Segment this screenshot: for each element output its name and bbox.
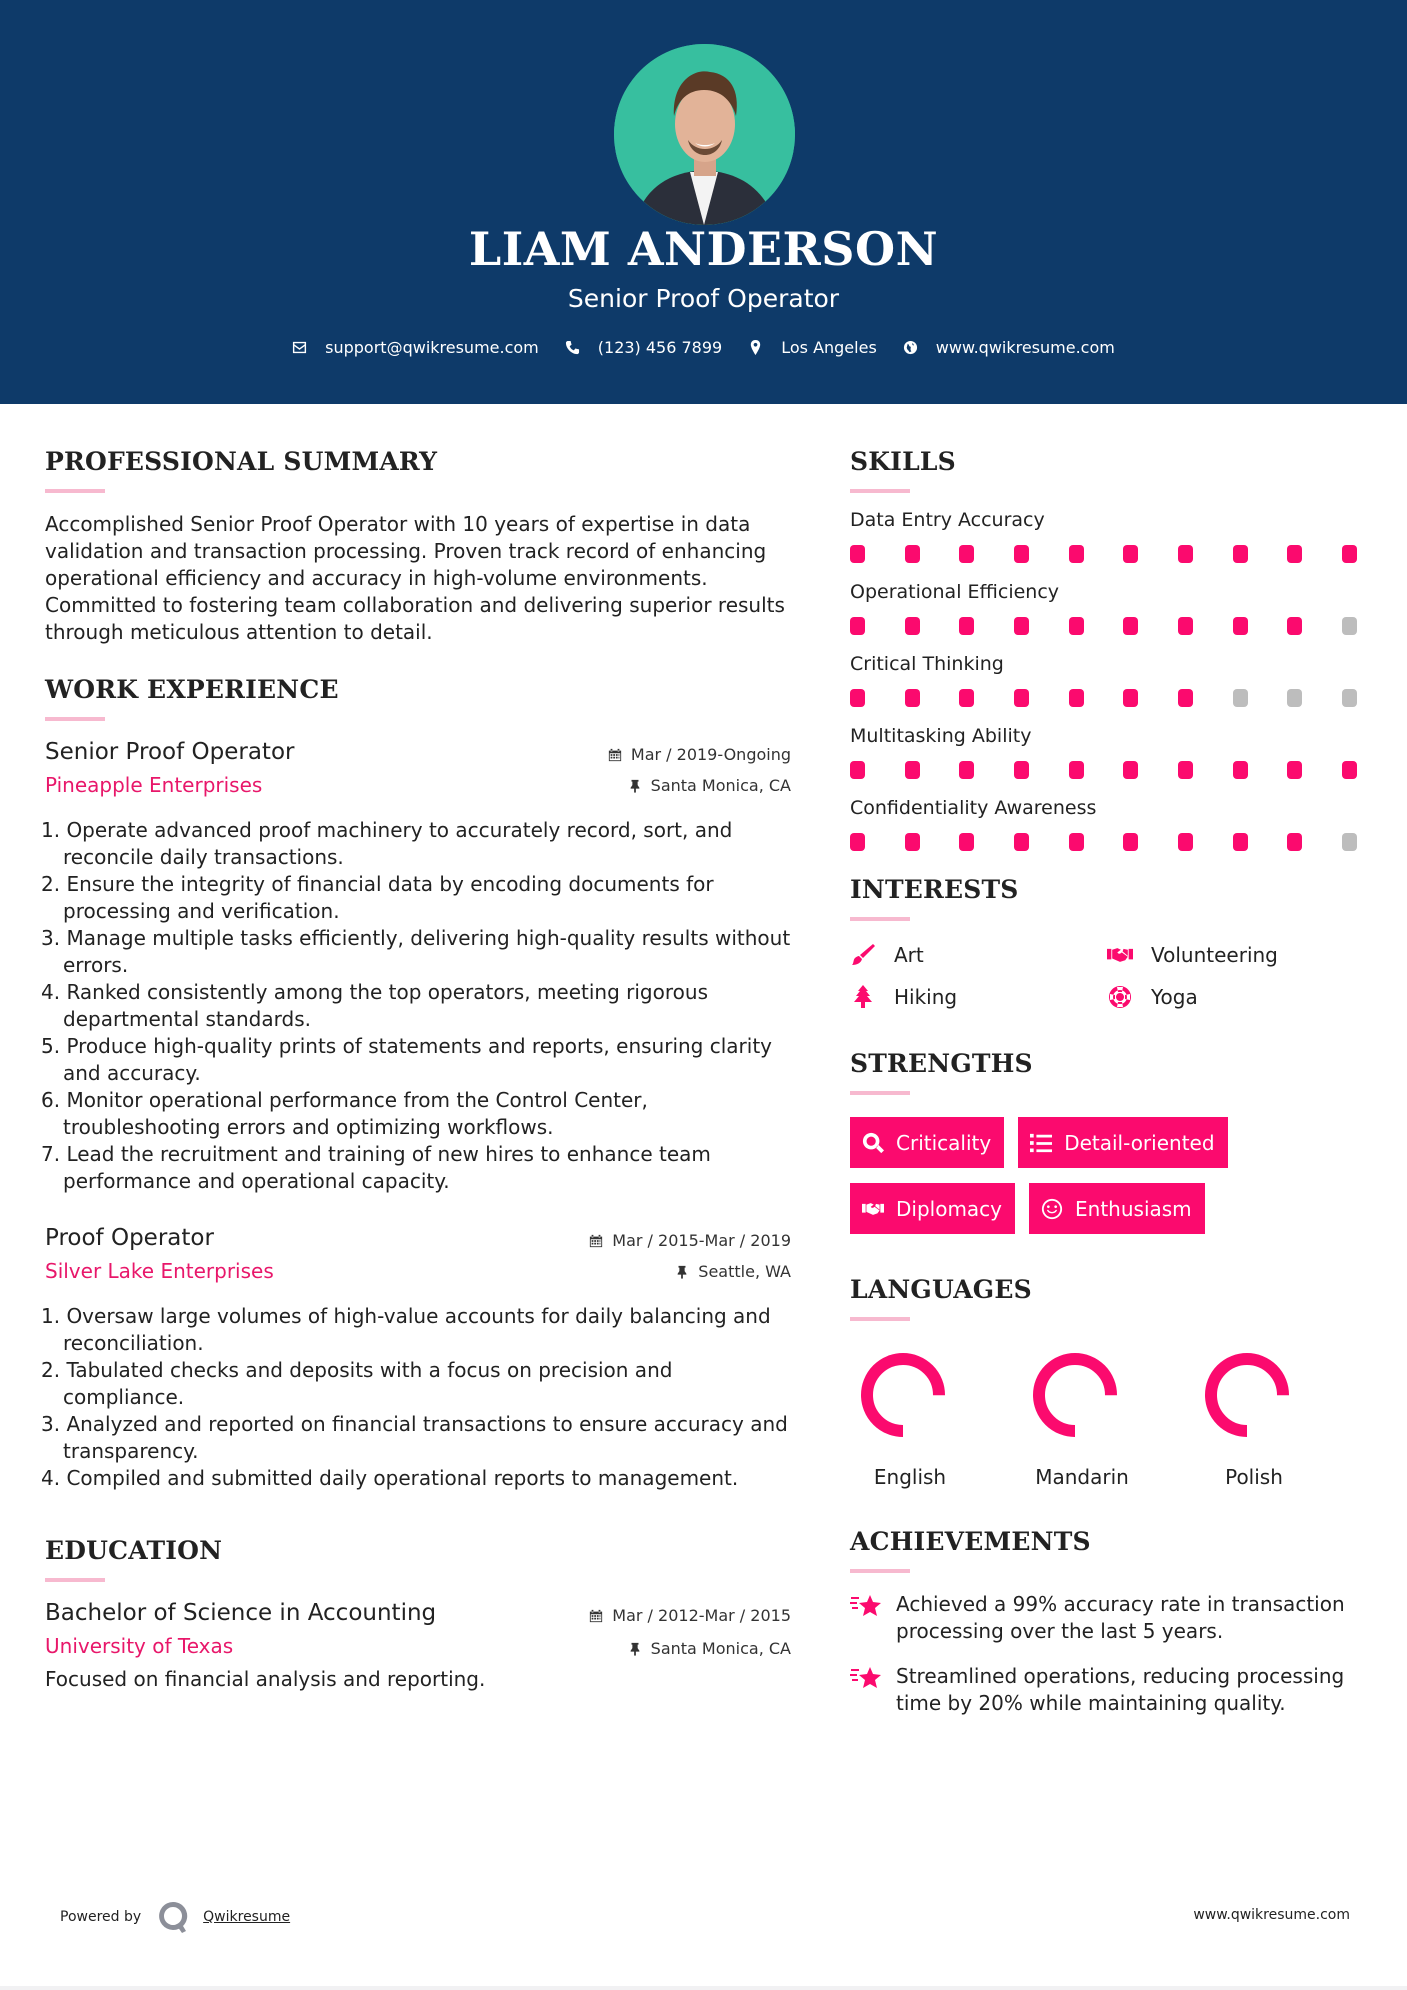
bottom-strip xyxy=(0,1986,1407,1990)
job-dates-text: Mar / 2015-Mar / 2019 xyxy=(612,1231,791,1250)
skill-name: Operational Efficiency xyxy=(850,581,1060,603)
paint-brush-icon xyxy=(850,943,876,967)
interests-section xyxy=(850,875,1370,1009)
email-text: support@qwikresume.com xyxy=(325,338,539,357)
interest-label: Hiking xyxy=(894,985,958,1009)
section-title: STRENGTHS xyxy=(850,1049,1033,1078)
rating-dot-filled xyxy=(959,761,974,779)
interest-yoga xyxy=(1107,985,1357,1009)
left-column xyxy=(41,404,791,1693)
section-underline xyxy=(45,489,105,493)
job-header xyxy=(45,739,791,797)
skill-rating xyxy=(850,689,1357,707)
list-item: 2. Ensure the integrity of financial data by encoding documents for processing and verification. xyxy=(41,872,714,923)
language-item xyxy=(850,1349,1022,1489)
contact-website[interactable] xyxy=(903,338,1115,357)
rating-dot-filled xyxy=(1342,761,1357,779)
list-item: 5. Produce high-quality prints of statements and reports, ensuring clarity and accuracy. xyxy=(41,1034,772,1085)
degree: Bachelor of Science in Accounting xyxy=(45,1600,437,1626)
language-progress-ring-icon xyxy=(1029,1349,1121,1441)
rating-dot-filled xyxy=(1233,545,1248,563)
section-title: PROFESSIONAL SUMMARY xyxy=(45,447,438,476)
summary-text: Accomplished Senior Proof Operator with 10 years of expertise in data validation and transaction processing. Proven track record of enhancing operational efficiency and accuracy in high-volume environments. Committed to fostering team collaboration and delivering superior results through meticulous attention to detail. xyxy=(45,512,785,644)
rating-dot-empty xyxy=(1233,689,1248,707)
skill-item xyxy=(850,797,1370,851)
powered-by-text: Powered by xyxy=(60,1909,142,1925)
job-location-text: Santa Monica, CA xyxy=(650,776,791,795)
achievement-text: Achieved a 99% accuracy rate in transaction processing over the last 5 years. xyxy=(896,1592,1345,1643)
job-title: Senior Proof Operator xyxy=(45,739,295,765)
rating-dot-filled xyxy=(1123,545,1138,563)
school: University of Texas xyxy=(45,1634,234,1658)
job-bullets xyxy=(41,1303,791,1492)
list-item: 1. Operate advanced proof machinery to accurately record, sort, and reconcile daily transactions. xyxy=(41,818,733,869)
header xyxy=(0,0,1407,404)
education-dates-text: Mar / 2012-Mar / 2015 xyxy=(612,1606,791,1625)
rating-dot-filled xyxy=(905,545,920,563)
job-dates xyxy=(589,1231,791,1250)
rating-dot-filled xyxy=(1123,689,1138,707)
skill-rating xyxy=(850,761,1357,779)
candidate-title: Senior Proof Operator xyxy=(567,284,840,313)
rating-dot-filled xyxy=(905,617,920,635)
section-underline xyxy=(850,1317,910,1321)
list-item: 2. Tabulated checks and deposits with a focus on precision and compliance. xyxy=(41,1358,673,1409)
achievements-section xyxy=(850,1527,1370,1717)
rating-dot-filled xyxy=(1069,545,1084,563)
rating-dot-filled xyxy=(1178,617,1193,635)
languages-list xyxy=(850,1349,1370,1489)
section-title: WORK EXPERIENCE xyxy=(45,675,339,704)
rating-dot-filled xyxy=(1123,833,1138,851)
rating-dot-empty xyxy=(1342,617,1357,635)
search-icon xyxy=(862,1132,884,1154)
rating-dot-filled xyxy=(959,545,974,563)
language-name: Mandarin xyxy=(1035,1465,1129,1489)
pushpin-icon xyxy=(675,1265,689,1279)
rating-dot-filled xyxy=(1069,617,1084,635)
strength-chip xyxy=(1029,1183,1205,1234)
rating-dot-filled xyxy=(1014,761,1029,779)
strength-chip xyxy=(1018,1117,1227,1168)
interest-volunteering xyxy=(1107,943,1357,967)
list-item: 3. Manage multiple tasks efficiently, delivering high-quality results without errors. xyxy=(41,926,791,977)
list-item: 3. Analyzed and reported on financial transactions to ensure accuracy and transparency. xyxy=(41,1412,788,1463)
rating-dot-filled xyxy=(1014,689,1029,707)
phone-text: (123) 456 7899 xyxy=(597,338,723,357)
handshake-icon xyxy=(1107,943,1133,967)
strength-label: Criticality xyxy=(896,1130,992,1155)
rating-dot-empty xyxy=(1342,689,1357,707)
globe-icon xyxy=(903,340,918,355)
avatar xyxy=(614,44,795,225)
pushpin-icon xyxy=(628,1642,642,1656)
interest-art xyxy=(850,943,1107,967)
contact-phone[interactable] xyxy=(565,338,722,357)
shooting-star-icon xyxy=(850,1663,884,1693)
section-title: EDUCATION xyxy=(45,1536,223,1565)
rating-dot-filled xyxy=(850,833,865,851)
skill-item xyxy=(850,581,1370,635)
strength-label: Diplomacy xyxy=(896,1196,1003,1221)
rating-dot-filled xyxy=(1233,833,1248,851)
achievement-item xyxy=(850,1663,1370,1717)
calendar-icon xyxy=(608,748,622,762)
rating-dot-filled xyxy=(1233,617,1248,635)
achievement-item xyxy=(850,1591,1370,1645)
candidate-name: LIAM ANDERSON xyxy=(468,222,939,276)
experience-section xyxy=(41,675,791,1492)
job-location-text: Seattle, WA xyxy=(698,1262,791,1281)
skill-rating xyxy=(850,833,1357,851)
contact-bar xyxy=(0,338,1407,357)
rating-dot-filled xyxy=(850,689,865,707)
job-dates-text: Mar / 2019-Ongoing xyxy=(630,745,791,764)
skill-rating xyxy=(850,545,1357,563)
contact-location xyxy=(748,338,877,357)
interest-hiking xyxy=(850,985,1107,1009)
rating-dot-filled xyxy=(1178,545,1193,563)
section-underline xyxy=(45,717,105,721)
job-location xyxy=(608,776,791,795)
footer-website[interactable]: www.qwikresume.com xyxy=(1193,1907,1350,1923)
website-text: www.qwikresume.com xyxy=(935,338,1115,357)
interest-label: Yoga xyxy=(1151,985,1198,1009)
skills-list xyxy=(850,509,1370,851)
skill-item xyxy=(850,725,1370,779)
map-marker-icon xyxy=(748,340,763,355)
strength-chip xyxy=(850,1117,1004,1168)
list-item: 4. Compiled and submitted daily operational reports to management. xyxy=(41,1466,739,1490)
education-location xyxy=(589,1639,791,1658)
rating-dot-filled xyxy=(959,617,974,635)
rating-dot-filled xyxy=(959,689,974,707)
strength-label: Enthusiasm xyxy=(1075,1196,1192,1221)
rating-dot-filled xyxy=(1233,761,1248,779)
job-bullets xyxy=(41,817,791,1195)
skill-name: Confidentiality Awareness xyxy=(850,797,1097,819)
language-name: Polish xyxy=(1225,1465,1283,1489)
location-text: Los Angeles xyxy=(781,338,877,357)
rating-dot-filled xyxy=(1287,833,1302,851)
job-entry xyxy=(41,739,791,1195)
rating-dot-filled xyxy=(1014,833,1029,851)
rating-dot-filled xyxy=(1014,545,1029,563)
rating-dot-filled xyxy=(905,689,920,707)
job-entry xyxy=(41,1225,791,1492)
rating-dot-filled xyxy=(1123,761,1138,779)
strengths-section xyxy=(850,1049,1370,1249)
language-item xyxy=(1194,1349,1366,1489)
section-title: ACHIEVEMENTS xyxy=(850,1527,1091,1556)
calendar-icon xyxy=(589,1234,603,1248)
education-section xyxy=(45,1536,791,1693)
rating-dot-filled xyxy=(850,761,865,779)
section-title: INTERESTS xyxy=(850,875,1019,904)
skills-section xyxy=(850,447,1370,851)
skill-name: Multitasking Ability xyxy=(850,725,1032,747)
skill-name: Data Entry Accuracy xyxy=(850,509,1045,531)
profile-photo-icon xyxy=(614,44,795,225)
list-item: 4. Ranked consistently among the top operators, meeting rigorous departmental standards. xyxy=(41,980,708,1031)
smile-icon xyxy=(1041,1198,1063,1220)
education-location-text: Santa Monica, CA xyxy=(650,1639,791,1658)
section-title: SKILLS xyxy=(850,447,956,476)
calendar-icon xyxy=(589,1609,603,1623)
rating-dot-filled xyxy=(1069,833,1084,851)
job-header xyxy=(45,1225,791,1283)
pushpin-icon xyxy=(628,779,642,793)
language-item xyxy=(1022,1349,1194,1489)
rating-dot-filled xyxy=(1287,617,1302,635)
strength-label: Detail-oriented xyxy=(1064,1130,1215,1155)
envelope-icon xyxy=(292,340,307,355)
section-underline xyxy=(850,917,910,921)
rating-dot-filled xyxy=(905,761,920,779)
phone-icon xyxy=(565,340,580,355)
skill-rating xyxy=(850,617,1357,635)
section-underline xyxy=(45,1578,105,1582)
education-description: Focused on financial analysis and reporting. xyxy=(45,1667,486,1691)
rating-dot-filled xyxy=(1342,545,1357,563)
rating-dot-empty xyxy=(1342,833,1357,851)
job-dates xyxy=(608,745,791,764)
languages-section xyxy=(850,1275,1370,1489)
contact-email[interactable] xyxy=(292,338,539,357)
shooting-star-icon xyxy=(850,1591,884,1621)
right-column xyxy=(850,404,1370,1717)
rating-dot-filled xyxy=(850,545,865,563)
education-dates xyxy=(589,1606,791,1625)
rating-dot-filled xyxy=(850,617,865,635)
rating-dot-filled xyxy=(1287,761,1302,779)
strengths-list xyxy=(850,1117,1370,1249)
rating-dot-filled xyxy=(1178,689,1193,707)
list-item: 7. Lead the recruitment and training of new hires to enhance team performance and operational capacity. xyxy=(41,1142,711,1193)
skill-item xyxy=(850,653,1370,707)
rating-dot-filled xyxy=(1069,761,1084,779)
rating-dot-empty xyxy=(1287,689,1302,707)
skill-item xyxy=(850,509,1370,563)
tree-icon xyxy=(850,985,876,1009)
language-progress-ring-icon xyxy=(857,1349,949,1441)
section-underline xyxy=(850,1091,910,1095)
interest-label: Art xyxy=(894,943,924,967)
strength-chip xyxy=(850,1183,1015,1234)
language-name: English xyxy=(873,1465,947,1489)
rating-dot-filled xyxy=(1123,617,1138,635)
qwikresume-link[interactable]: Qwikresume xyxy=(203,1909,291,1925)
list-icon xyxy=(1030,1132,1052,1154)
handshake-icon xyxy=(862,1198,884,1220)
achievements-list xyxy=(850,1591,1370,1717)
job-company: Silver Lake Enterprises xyxy=(45,1259,274,1283)
section-underline xyxy=(850,489,910,493)
section-title: LANGUAGES xyxy=(850,1275,1032,1304)
rating-dot-filled xyxy=(905,833,920,851)
education-header xyxy=(45,1600,791,1658)
job-company: Pineapple Enterprises xyxy=(45,773,263,797)
list-item: 1. Oversaw large volumes of high-value accounts for daily balancing and reconciliation. xyxy=(41,1304,771,1355)
footer-powered-by xyxy=(60,1900,290,1934)
job-location xyxy=(589,1262,791,1281)
job-title: Proof Operator xyxy=(45,1225,214,1251)
interest-label: Volunteering xyxy=(1151,943,1278,967)
rating-dot-filled xyxy=(1178,761,1193,779)
summary-section xyxy=(45,447,791,646)
section-underline xyxy=(850,1569,910,1573)
rating-dot-filled xyxy=(1014,617,1029,635)
language-progress-ring-icon xyxy=(1201,1349,1293,1441)
interests-list xyxy=(850,943,1370,1009)
qwikresume-logo-icon xyxy=(157,1900,189,1934)
rating-dot-filled xyxy=(1287,545,1302,563)
list-item: 6. Monitor operational performance from the Control Center, troubleshooting errors and optimizing workflows. xyxy=(41,1088,648,1139)
life-ring-icon xyxy=(1107,985,1133,1009)
rating-dot-filled xyxy=(1069,689,1084,707)
rating-dot-filled xyxy=(1178,833,1193,851)
skill-name: Critical Thinking xyxy=(850,653,1004,675)
achievement-text: Streamlined operations, reducing processing time by 20% while maintaining quality. xyxy=(896,1664,1345,1715)
rating-dot-filled xyxy=(959,833,974,851)
